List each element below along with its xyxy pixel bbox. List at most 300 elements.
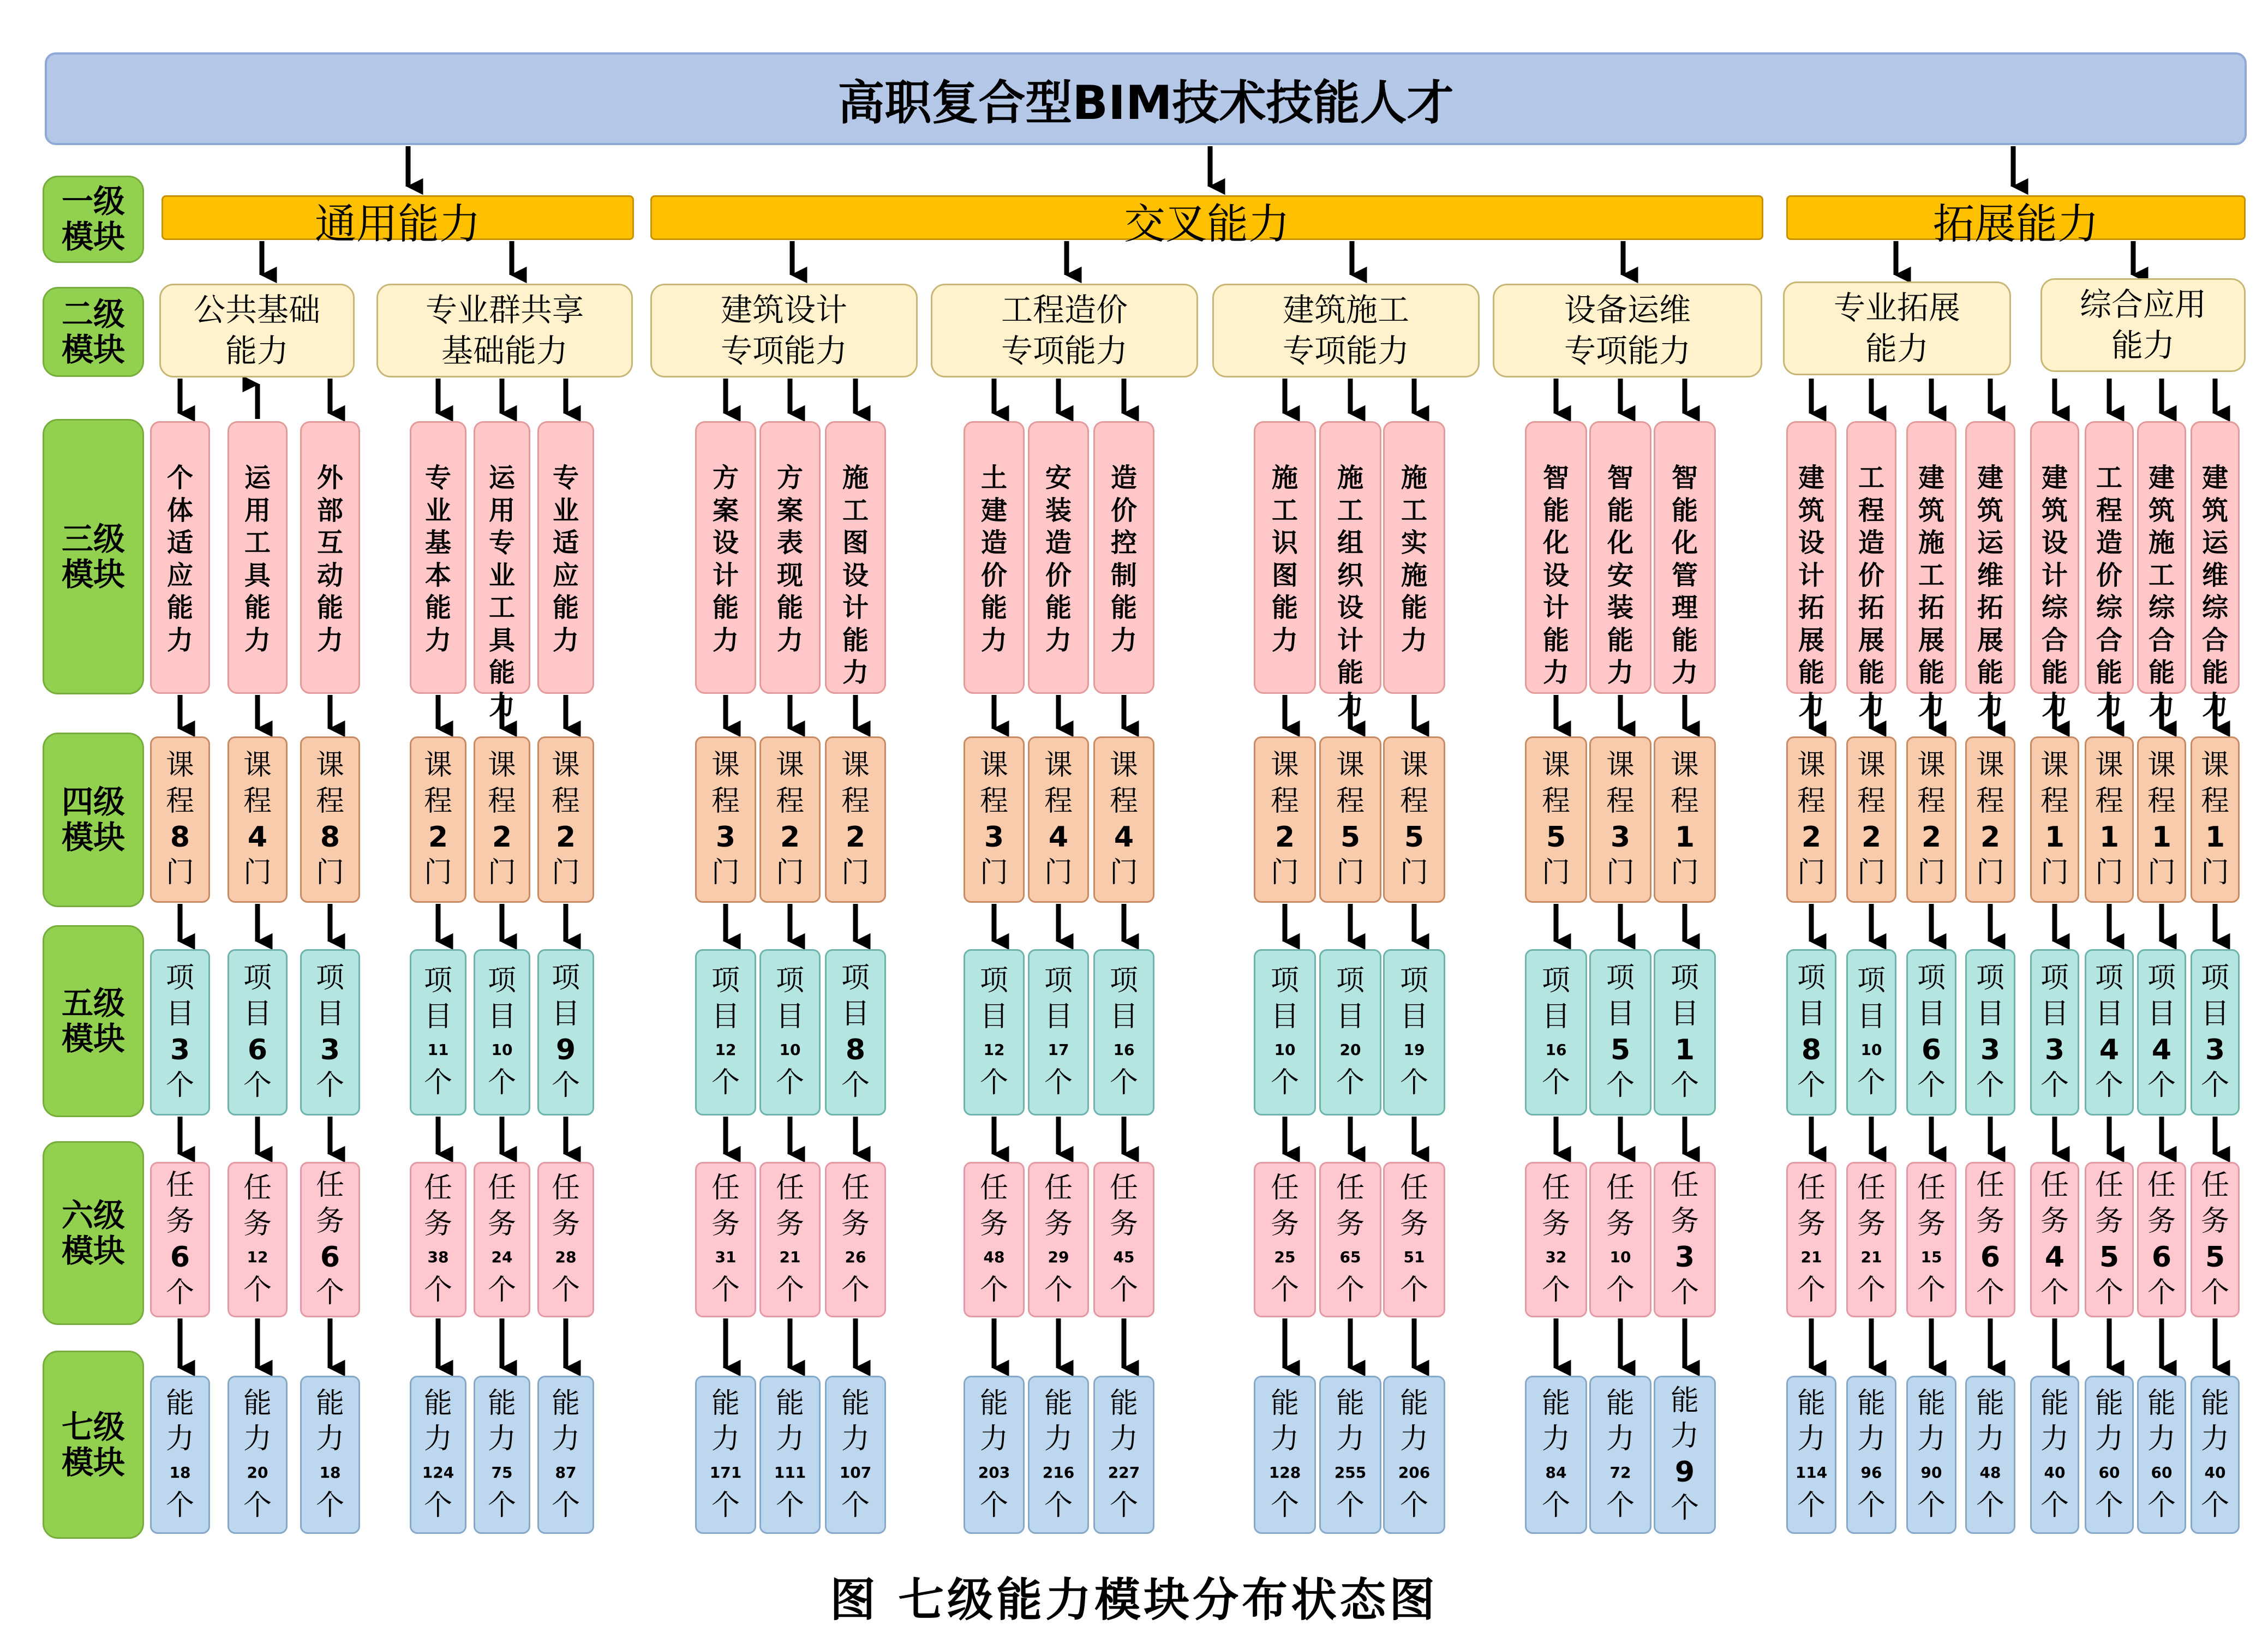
char: 任 — [1976, 1169, 2004, 1202]
char: 力 — [552, 625, 579, 656]
char: 筑 — [1918, 495, 1944, 526]
level7-ability-box — [1093, 1376, 1154, 1534]
vertical-count — [711, 748, 740, 891]
level7-ability-box — [1028, 1376, 1089, 1534]
char: 能 — [552, 592, 579, 623]
task-count: 25 — [1274, 1248, 1296, 1267]
vertical-count — [840, 1386, 871, 1524]
char: 应 — [166, 560, 193, 591]
ability-count: 20 — [247, 1463, 268, 1482]
char: 设 — [712, 527, 739, 559]
char: 任 — [1044, 1172, 1073, 1205]
vertical-count — [980, 1171, 1008, 1309]
char: 个 — [487, 1489, 516, 1522]
char: 能 — [2200, 1387, 2229, 1420]
level3-module — [2137, 421, 2186, 721]
char: 力 — [1542, 657, 1569, 688]
char: 能 — [2041, 657, 2068, 688]
char: 个 — [1857, 1066, 1886, 1100]
char: 课 — [1044, 749, 1073, 782]
char: 建 — [2041, 463, 2068, 493]
char: 能 — [1401, 592, 1427, 623]
level6-task-box — [1383, 1162, 1445, 1317]
char: 个 — [2200, 1276, 2229, 1310]
char: 力 — [243, 1423, 272, 1456]
vertical-count — [1797, 748, 1826, 891]
char: 程 — [1606, 784, 1635, 818]
char: 个 — [979, 1274, 1008, 1307]
level1-general-text: 通用能力 — [315, 200, 481, 248]
char: 项 — [487, 964, 516, 998]
level7-ability-box — [1589, 1376, 1651, 1534]
vertical-count — [1271, 1171, 1299, 1309]
vertical-count — [1796, 1386, 1827, 1524]
char: 能 — [1110, 592, 1137, 623]
char: 务 — [487, 1207, 516, 1240]
vertical-count — [711, 963, 740, 1101]
level3-module — [1589, 421, 1651, 694]
level7-ability-box — [759, 1376, 821, 1534]
char: 力 — [980, 625, 1007, 656]
course-count: 1 — [2151, 820, 2172, 854]
char: 个 — [165, 1069, 194, 1102]
char: 项 — [1797, 962, 1826, 995]
level6-task-box — [1786, 1162, 1836, 1317]
char: 门 — [841, 856, 870, 890]
char: 课 — [2040, 749, 2069, 782]
level3-module — [2191, 421, 2240, 721]
char: 程 — [711, 784, 740, 818]
vertical-count — [711, 1171, 740, 1309]
char: 筑 — [1798, 495, 1824, 526]
char: 门 — [315, 856, 344, 890]
vertical-count — [1110, 963, 1138, 1101]
task-count: 24 — [491, 1248, 513, 1267]
vertical-count — [166, 1386, 194, 1524]
char: 课 — [1797, 749, 1826, 782]
level-label-6 — [43, 1141, 144, 1325]
char: 课 — [1976, 749, 2004, 782]
char: 力 — [1917, 1423, 1946, 1456]
level5-project-box — [1589, 949, 1651, 1116]
level5-project-box — [150, 949, 210, 1116]
level7-ability-box — [2137, 1376, 2186, 1534]
level2-comprehensive — [2040, 278, 2246, 372]
vertical-count — [776, 963, 804, 1101]
char: 力 — [1670, 1420, 1699, 1453]
char: 个 — [2040, 1069, 2069, 1102]
char: 建 — [1977, 463, 2003, 493]
char: 力 — [2041, 689, 2068, 721]
char: 务 — [423, 1207, 452, 1240]
char: 工 — [1401, 495, 1427, 526]
char: 能 — [165, 1387, 194, 1420]
char: 个 — [423, 1274, 452, 1307]
level7-ability-box — [150, 1376, 210, 1534]
level7-ability-box — [300, 1376, 360, 1534]
ability-count: 60 — [2151, 1463, 2173, 1482]
vertical-count — [2201, 748, 2229, 891]
char: 个 — [1606, 1274, 1635, 1307]
char: 个 — [2147, 1489, 2176, 1522]
char: 计 — [2041, 560, 2068, 591]
char: 门 — [711, 856, 740, 890]
vertical-count — [2147, 748, 2176, 891]
course-count: 2 — [555, 820, 576, 854]
task-count: 6 — [1980, 1240, 2001, 1274]
vertical-count — [2040, 961, 2069, 1104]
char: 建 — [2148, 463, 2175, 493]
char: 能 — [775, 1387, 804, 1420]
char: 个 — [1399, 1274, 1428, 1307]
char: 专 — [424, 463, 451, 493]
char: 务 — [2200, 1204, 2229, 1238]
char: 造 — [980, 527, 1007, 559]
level3-module — [300, 421, 360, 694]
char: 项 — [1109, 964, 1138, 998]
char: 筑 — [1977, 495, 2003, 526]
task-count: 21 — [1860, 1248, 1882, 1267]
project-count: 3 — [1980, 1033, 2001, 1066]
char: 任 — [2200, 1169, 2229, 1202]
level2-public-basic-text: 公共基础 能力 — [193, 291, 320, 369]
char: 识 — [1271, 527, 1298, 559]
char: 能 — [1670, 1384, 1699, 1417]
project-count: 1 — [1674, 1033, 1695, 1066]
char: 展 — [1918, 625, 1944, 656]
char: 目 — [1399, 1000, 1428, 1033]
vertical-count — [1336, 963, 1365, 1101]
char: 力 — [166, 625, 193, 656]
level5-project-box — [1383, 949, 1445, 1116]
ability-count: 87 — [555, 1463, 577, 1482]
char: 务 — [2147, 1204, 2176, 1238]
vertical-count — [1606, 1171, 1635, 1309]
char: 个 — [1976, 1069, 2004, 1102]
char: 门 — [1044, 856, 1073, 890]
level2-public-basic — [159, 284, 355, 377]
char: 项 — [775, 964, 804, 998]
char: 个 — [711, 1489, 740, 1522]
char: 程 — [1109, 784, 1138, 818]
project-count: 4 — [2151, 1033, 2172, 1066]
char: 能 — [1797, 1387, 1826, 1420]
vertical-count — [488, 963, 516, 1101]
vertical-count — [1542, 748, 1570, 891]
char: 个 — [423, 1489, 452, 1522]
char: 力 — [1045, 625, 1072, 656]
char: 课 — [243, 749, 272, 782]
char: 门 — [1109, 856, 1138, 890]
char: 能 — [2201, 657, 2228, 688]
char: 课 — [487, 749, 516, 782]
vertical-count — [2095, 961, 2123, 1104]
task-count: 29 — [1048, 1248, 1069, 1267]
vertical-count — [552, 961, 580, 1104]
char: 方 — [712, 463, 739, 493]
project-count: 8 — [845, 1033, 866, 1066]
char: 力 — [316, 625, 343, 656]
char: 个 — [1399, 1489, 1428, 1522]
level6-task-box — [1846, 1162, 1896, 1317]
vertical-text — [167, 462, 193, 657]
char: 任 — [1857, 1172, 1886, 1205]
task-count: 45 — [1113, 1248, 1135, 1267]
char: 课 — [1857, 749, 1886, 782]
char: 运 — [244, 463, 271, 493]
char: 展 — [1798, 625, 1824, 656]
char: 价 — [1858, 560, 1884, 591]
char: 运 — [2201, 527, 2228, 559]
char: 力 — [1337, 689, 1363, 721]
char: 力 — [841, 1423, 870, 1456]
char: 课 — [711, 749, 740, 782]
vertical-text — [2149, 462, 2175, 722]
vertical-count — [1044, 1171, 1073, 1309]
char: 计 — [1798, 560, 1824, 591]
vertical-count — [1110, 748, 1138, 891]
level7-ability-box — [695, 1376, 756, 1534]
vertical-text — [842, 462, 869, 689]
vertical-count — [1671, 961, 1699, 1104]
char: 力 — [2096, 689, 2122, 721]
vertical-count — [1043, 1386, 1074, 1524]
level5-project-box — [1093, 949, 1154, 1116]
ability-count: 206 — [1398, 1463, 1431, 1482]
ability-count: 111 — [774, 1463, 806, 1482]
char: 个 — [1917, 1489, 1946, 1522]
char: 务 — [1336, 1207, 1365, 1240]
char: 程 — [487, 784, 516, 818]
char: 任 — [1336, 1172, 1365, 1205]
ability-count: 107 — [839, 1463, 872, 1482]
char: 个 — [841, 1274, 870, 1307]
char: 程 — [979, 784, 1008, 818]
char: 力 — [2095, 1423, 2123, 1456]
char: 程 — [1044, 784, 1073, 818]
level7-ability-box — [2030, 1376, 2079, 1534]
char: 个 — [1336, 1274, 1365, 1307]
ability-count: 114 — [1795, 1463, 1828, 1482]
vertical-count — [1671, 748, 1699, 891]
level6-task-box — [537, 1162, 594, 1317]
char: 项 — [1917, 962, 1946, 995]
level2-extension-text: 专业拓展 能力 — [1833, 289, 1960, 367]
char: 程 — [2147, 784, 2176, 818]
level4-course-box — [537, 736, 594, 903]
char: 能 — [2095, 1387, 2123, 1420]
char: 个 — [243, 1274, 272, 1307]
char: 能 — [488, 657, 515, 688]
level4-course-box — [1383, 736, 1445, 903]
char: 综 — [2041, 592, 2068, 623]
course-count: 2 — [1861, 820, 1882, 854]
char: 施 — [842, 463, 869, 493]
char: 力 — [1044, 1423, 1073, 1456]
task-count: 65 — [1339, 1248, 1361, 1267]
char: 课 — [551, 749, 580, 782]
char: 个 — [487, 1274, 516, 1307]
char: 用 — [488, 495, 515, 526]
course-count: 2 — [492, 820, 512, 854]
char: 个 — [2095, 1276, 2123, 1310]
char: 业 — [552, 495, 579, 526]
char: 工 — [244, 527, 271, 559]
char: 务 — [1976, 1204, 2004, 1238]
vertical-count — [980, 748, 1008, 891]
vertical-count — [2040, 1168, 2069, 1311]
course-count: 3 — [984, 820, 1004, 854]
level2-arch-design-text: 建筑设计 专项能力 — [720, 291, 847, 369]
char: 本 — [424, 560, 451, 591]
char: 个 — [1044, 1489, 1073, 1522]
char: 能 — [1541, 1387, 1570, 1420]
course-count: 5 — [1404, 820, 1425, 854]
char: 任 — [243, 1172, 272, 1205]
char: 任 — [2147, 1169, 2176, 1202]
char: 施 — [1918, 527, 1944, 559]
vertical-count — [424, 1171, 452, 1309]
char: 务 — [979, 1207, 1008, 1240]
char: 力 — [1401, 625, 1427, 656]
task-count: 3 — [1674, 1240, 1695, 1274]
vertical-text — [1798, 462, 1824, 722]
level6-task-box — [2030, 1162, 2079, 1317]
level5-project-box — [1965, 949, 2015, 1116]
level7-ability-box — [410, 1376, 466, 1534]
char: 个 — [2200, 1069, 2229, 1102]
char: 个 — [243, 1069, 272, 1102]
char: 能 — [1271, 592, 1298, 623]
vertical-count — [2147, 1386, 2176, 1524]
char: 施 — [1401, 560, 1427, 591]
char: 项 — [2200, 962, 2229, 995]
course-count: 2 — [1921, 820, 1942, 854]
project-count: 10 — [1274, 1041, 1296, 1059]
level3-module — [695, 421, 756, 694]
char: 门 — [775, 856, 804, 890]
ability-count: 18 — [319, 1463, 341, 1482]
project-count: 4 — [2099, 1033, 2120, 1066]
char: 课 — [1606, 749, 1635, 782]
course-count: 5 — [1340, 820, 1361, 854]
vertical-count — [243, 1386, 272, 1524]
char: 任 — [165, 1169, 194, 1202]
level5-project-box — [1786, 949, 1836, 1116]
char: 案 — [776, 495, 803, 526]
char: 合 — [2148, 625, 2175, 656]
level7-ability-box — [537, 1376, 594, 1534]
char: 造 — [1110, 463, 1137, 493]
project-count: 12 — [715, 1041, 737, 1059]
char: 目 — [1336, 1000, 1365, 1033]
level2-cost — [931, 284, 1198, 377]
char: 个 — [1797, 1069, 1826, 1102]
char: 计 — [1337, 625, 1363, 656]
char: 工 — [842, 495, 869, 526]
vertical-count — [710, 1386, 741, 1524]
level2-construction — [1212, 284, 1480, 377]
task-count: 32 — [1545, 1248, 1567, 1267]
vertical-count — [1857, 1386, 1886, 1524]
course-count: 1 — [2099, 820, 2120, 854]
char: 门 — [2200, 856, 2229, 890]
char: 程 — [2095, 784, 2123, 818]
char: 务 — [1670, 1204, 1699, 1238]
char: 个 — [1797, 1489, 1826, 1522]
char: 目 — [2095, 997, 2123, 1030]
char: 项 — [315, 962, 344, 995]
char: 能 — [1542, 495, 1569, 526]
char: 务 — [775, 1207, 804, 1240]
char: 个 — [243, 1489, 272, 1522]
vertical-count — [2040, 748, 2069, 891]
project-count: 10 — [779, 1041, 801, 1059]
char: 项 — [979, 964, 1008, 998]
level1-extension — [1786, 195, 2246, 248]
vertical-count — [424, 748, 452, 891]
char: 个 — [775, 1489, 804, 1522]
char: 能 — [244, 592, 271, 623]
level4-course-box — [1654, 736, 1716, 903]
char: 个 — [1541, 1066, 1570, 1100]
char: 门 — [165, 856, 194, 890]
char: 专 — [488, 527, 515, 559]
level3-module — [1965, 421, 2015, 721]
char: 维 — [2201, 560, 2228, 591]
char: 任 — [1399, 1172, 1428, 1205]
course-count: 2 — [1274, 820, 1295, 854]
ability-count: 90 — [1920, 1463, 1942, 1482]
char: 个 — [1976, 1489, 2004, 1522]
char: 个 — [1336, 1066, 1365, 1100]
char: 课 — [165, 749, 194, 782]
char: 项 — [841, 962, 870, 995]
char: 务 — [711, 1207, 740, 1240]
project-count: 8 — [1801, 1033, 1822, 1066]
course-count: 5 — [1546, 820, 1566, 854]
char: 能 — [980, 592, 1007, 623]
level3-module — [1846, 421, 1896, 721]
course-count: 2 — [1980, 820, 2001, 854]
char: 力 — [165, 1423, 194, 1456]
char: 个 — [487, 1066, 516, 1100]
level3-module — [1319, 421, 1381, 721]
project-count: 20 — [1339, 1041, 1361, 1059]
char: 程 — [2096, 495, 2122, 526]
vertical-count — [166, 961, 194, 1104]
level-label-3 — [43, 419, 144, 694]
project-count: 10 — [1860, 1041, 1882, 1059]
char: 课 — [1670, 749, 1699, 782]
level4-course-box — [825, 736, 886, 903]
vertical-count — [980, 963, 1008, 1101]
ability-count: 203 — [978, 1463, 1010, 1482]
char: 设 — [1337, 592, 1363, 623]
level3-module — [150, 421, 210, 694]
char: 务 — [315, 1204, 344, 1238]
char: 设 — [842, 560, 869, 591]
char: 合 — [2201, 625, 2228, 656]
char: 拓 — [1858, 592, 1884, 623]
ability-count: 124 — [422, 1463, 454, 1482]
char: 个 — [1857, 1274, 1886, 1307]
char: 务 — [1797, 1207, 1826, 1240]
char: 能 — [776, 592, 803, 623]
char: 程 — [1976, 784, 2004, 818]
char: 造 — [1045, 527, 1072, 559]
char: 程 — [1399, 784, 1428, 818]
